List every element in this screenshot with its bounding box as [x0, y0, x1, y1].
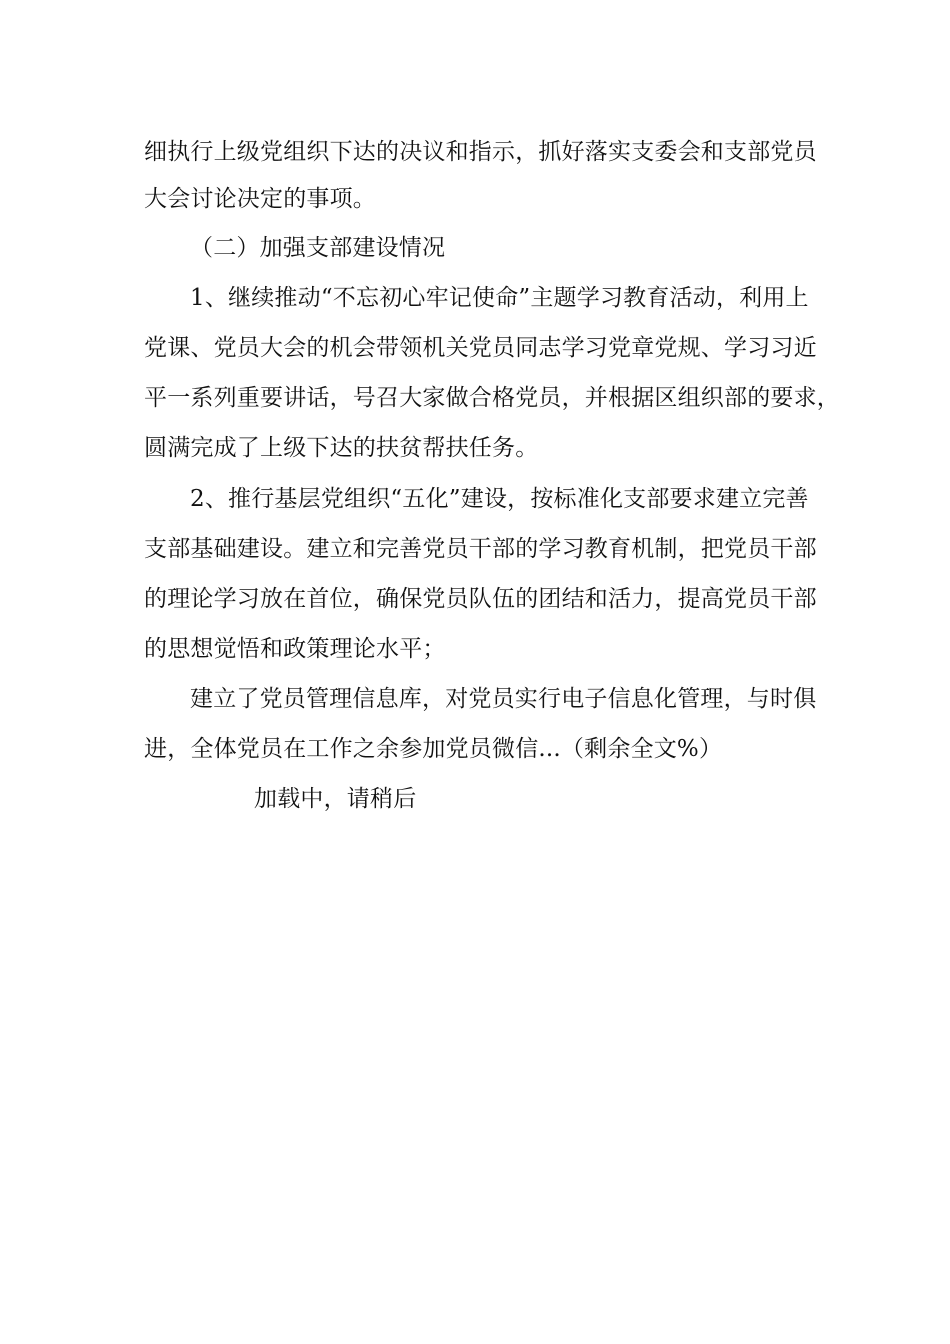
paragraph-line: 的思想觉悟和政策理论水平；: [144, 636, 446, 662]
paragraph-line: 支部基础建设。建立和完善党员干部的学习教育机制，把党员干部: [144, 536, 817, 562]
paragraph-line: 平一系列重要讲话，号召大家做合格党员，并根据区组织部的要求，: [144, 385, 840, 411]
paragraph-line: 党课、党员大会的机会带领机关党员同志学习党章党规、学习习近: [144, 335, 817, 361]
paragraph-line: 1、继续推动“不忘初心牢记使命”主题学习教育活动，利用上: [190, 285, 809, 311]
paragraph-line: 大会讨论决定的事项。: [144, 186, 376, 212]
truncated-paragraph-line: 进，全体党员在工作之余参加党员微信...（剩余全文%）: [144, 736, 723, 762]
paragraph-line: 建立了党员管理信息库，对党员实行电子信息化管理，与时俱: [190, 686, 817, 712]
paragraph-line: 细执行上级党组织下达的决议和指示，抓好落实支委会和支部党员: [144, 139, 817, 165]
section-heading: （二）加强支部建设情况: [190, 235, 446, 261]
paragraph-line: 圆满完成了上级下达的扶贫帮扶任务。: [144, 435, 539, 461]
paragraph-line: 的理论学习放在首位，确保党员队伍的团结和活力，提高党员干部: [144, 586, 817, 612]
paragraph-line: 2、推行基层党组织“五化”建设，按标准化支部要求建立完善: [190, 486, 809, 512]
loading-text: 加载中，请稍后: [254, 786, 417, 812]
